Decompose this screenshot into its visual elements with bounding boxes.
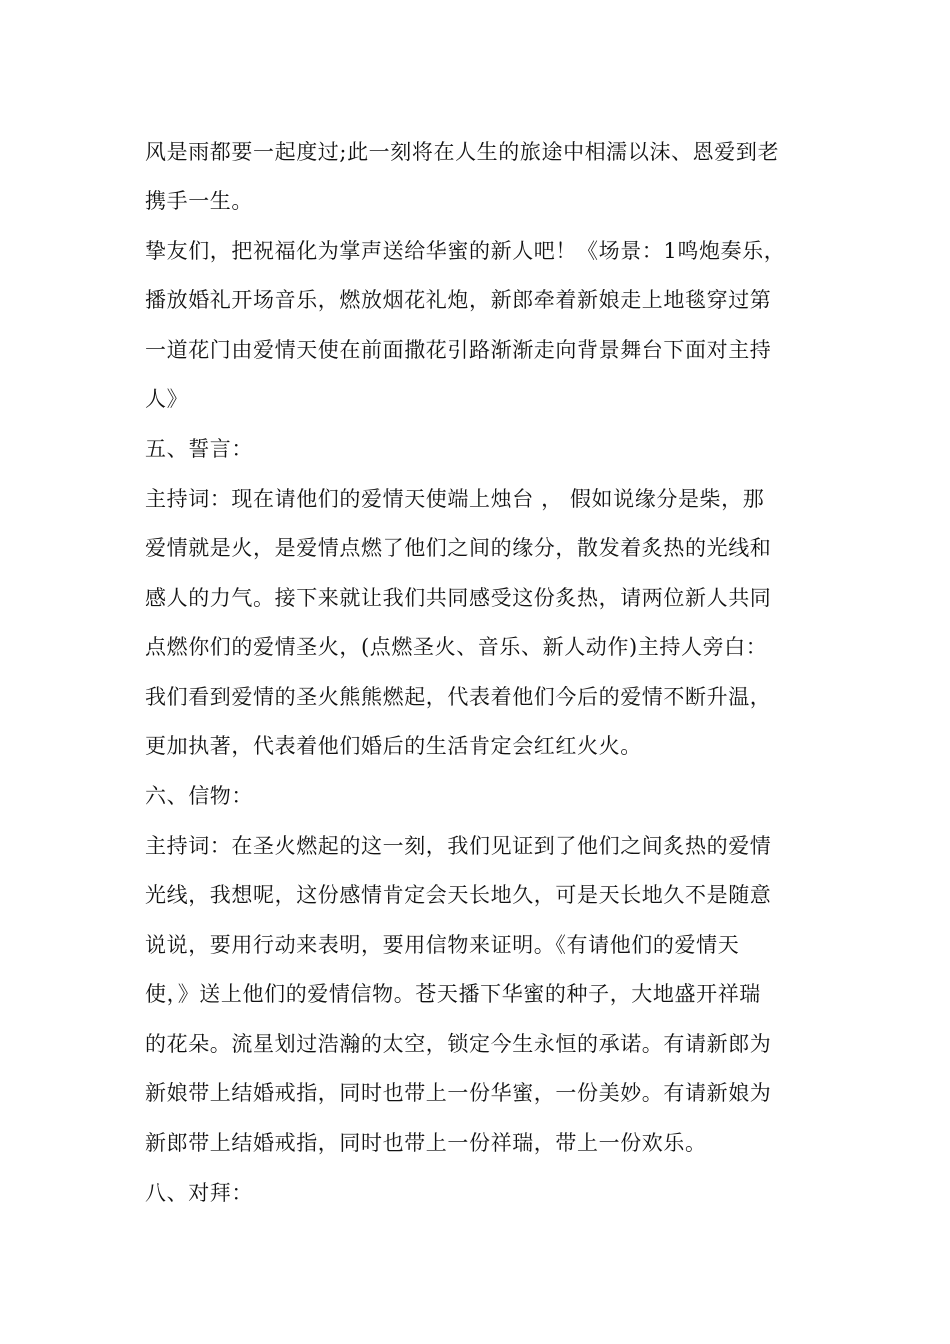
text-line: 更加执著，代表着他们婚后的生活肯定会红红火火。 [145, 734, 642, 758]
section-heading: 八、对拜： [145, 1181, 253, 1205]
text-line: 一道花门由爱情天使在前面撒花引路渐渐走向背景舞台下面对主持 [145, 338, 772, 362]
text-line: 的花朵。流星划过浩瀚的太空，锁定今生永恒的承诺。有请新郎为 [145, 1032, 772, 1056]
text-line: 爱情就是火，是爱情点燃了他们之间的缘分，散发着炙热的光线和 [145, 536, 772, 560]
text-line: 携手一生。 [145, 189, 253, 213]
text-line: 新娘带上结婚戒指，同时也带上一份华蜜，一份美妙。有请新娘为 [145, 1081, 772, 1105]
text-line: 播放婚礼开场音乐，燃放烟花礼炮，新郎牵着新娘走上地毯穿过第 [145, 288, 772, 312]
text-line: 我们看到爱情的圣火熊熊燃起，代表着他们今后的爱情不断升温， [145, 685, 772, 709]
text-line: 新郎带上结婚戒指，同时也带上一份祥瑞，带上一份欢乐。 [145, 1131, 707, 1155]
text-line: 使，》送上他们的爱情信物。苍天播下华蜜的种子，大地盛开祥瑞 [145, 982, 761, 1006]
text-line: 点燃你们的爱情圣火，(点燃圣火、音乐、新人动作)主持人旁白： [145, 635, 768, 659]
text-line: 说说，要用行动来表明，要用信物来证明。《有请他们的爱情天 [145, 933, 740, 957]
text-line: 人》 [145, 387, 189, 411]
text-line: 感人的力气。接下来就让我们共同感受这份炙热，请两位新人共同 [145, 586, 772, 610]
text-line: 主持词：在圣火燃起的这一刻，我们见证到了他们之间炙热的爱情 [145, 834, 772, 858]
section-heading: 五、誓言： [145, 437, 253, 461]
text-line: 光线，我想呢，这份感情肯定会天长地久，可是天长地久不是随意 [145, 883, 772, 907]
text-line: 风是雨都要一起度过;此一刻将在人生的旅途中相濡以沫、恩爱到老 [145, 140, 780, 164]
text-line: 主持词：现在请他们的爱情天使端上烛台 ， 假如说缘分是柴，那 [145, 487, 765, 511]
section-heading: 六、信物： [145, 784, 253, 808]
text-line: 挚友们，把祝福化为掌声送给华蜜的新人吧！《场景：1鸣炮奏乐， [145, 239, 786, 263]
